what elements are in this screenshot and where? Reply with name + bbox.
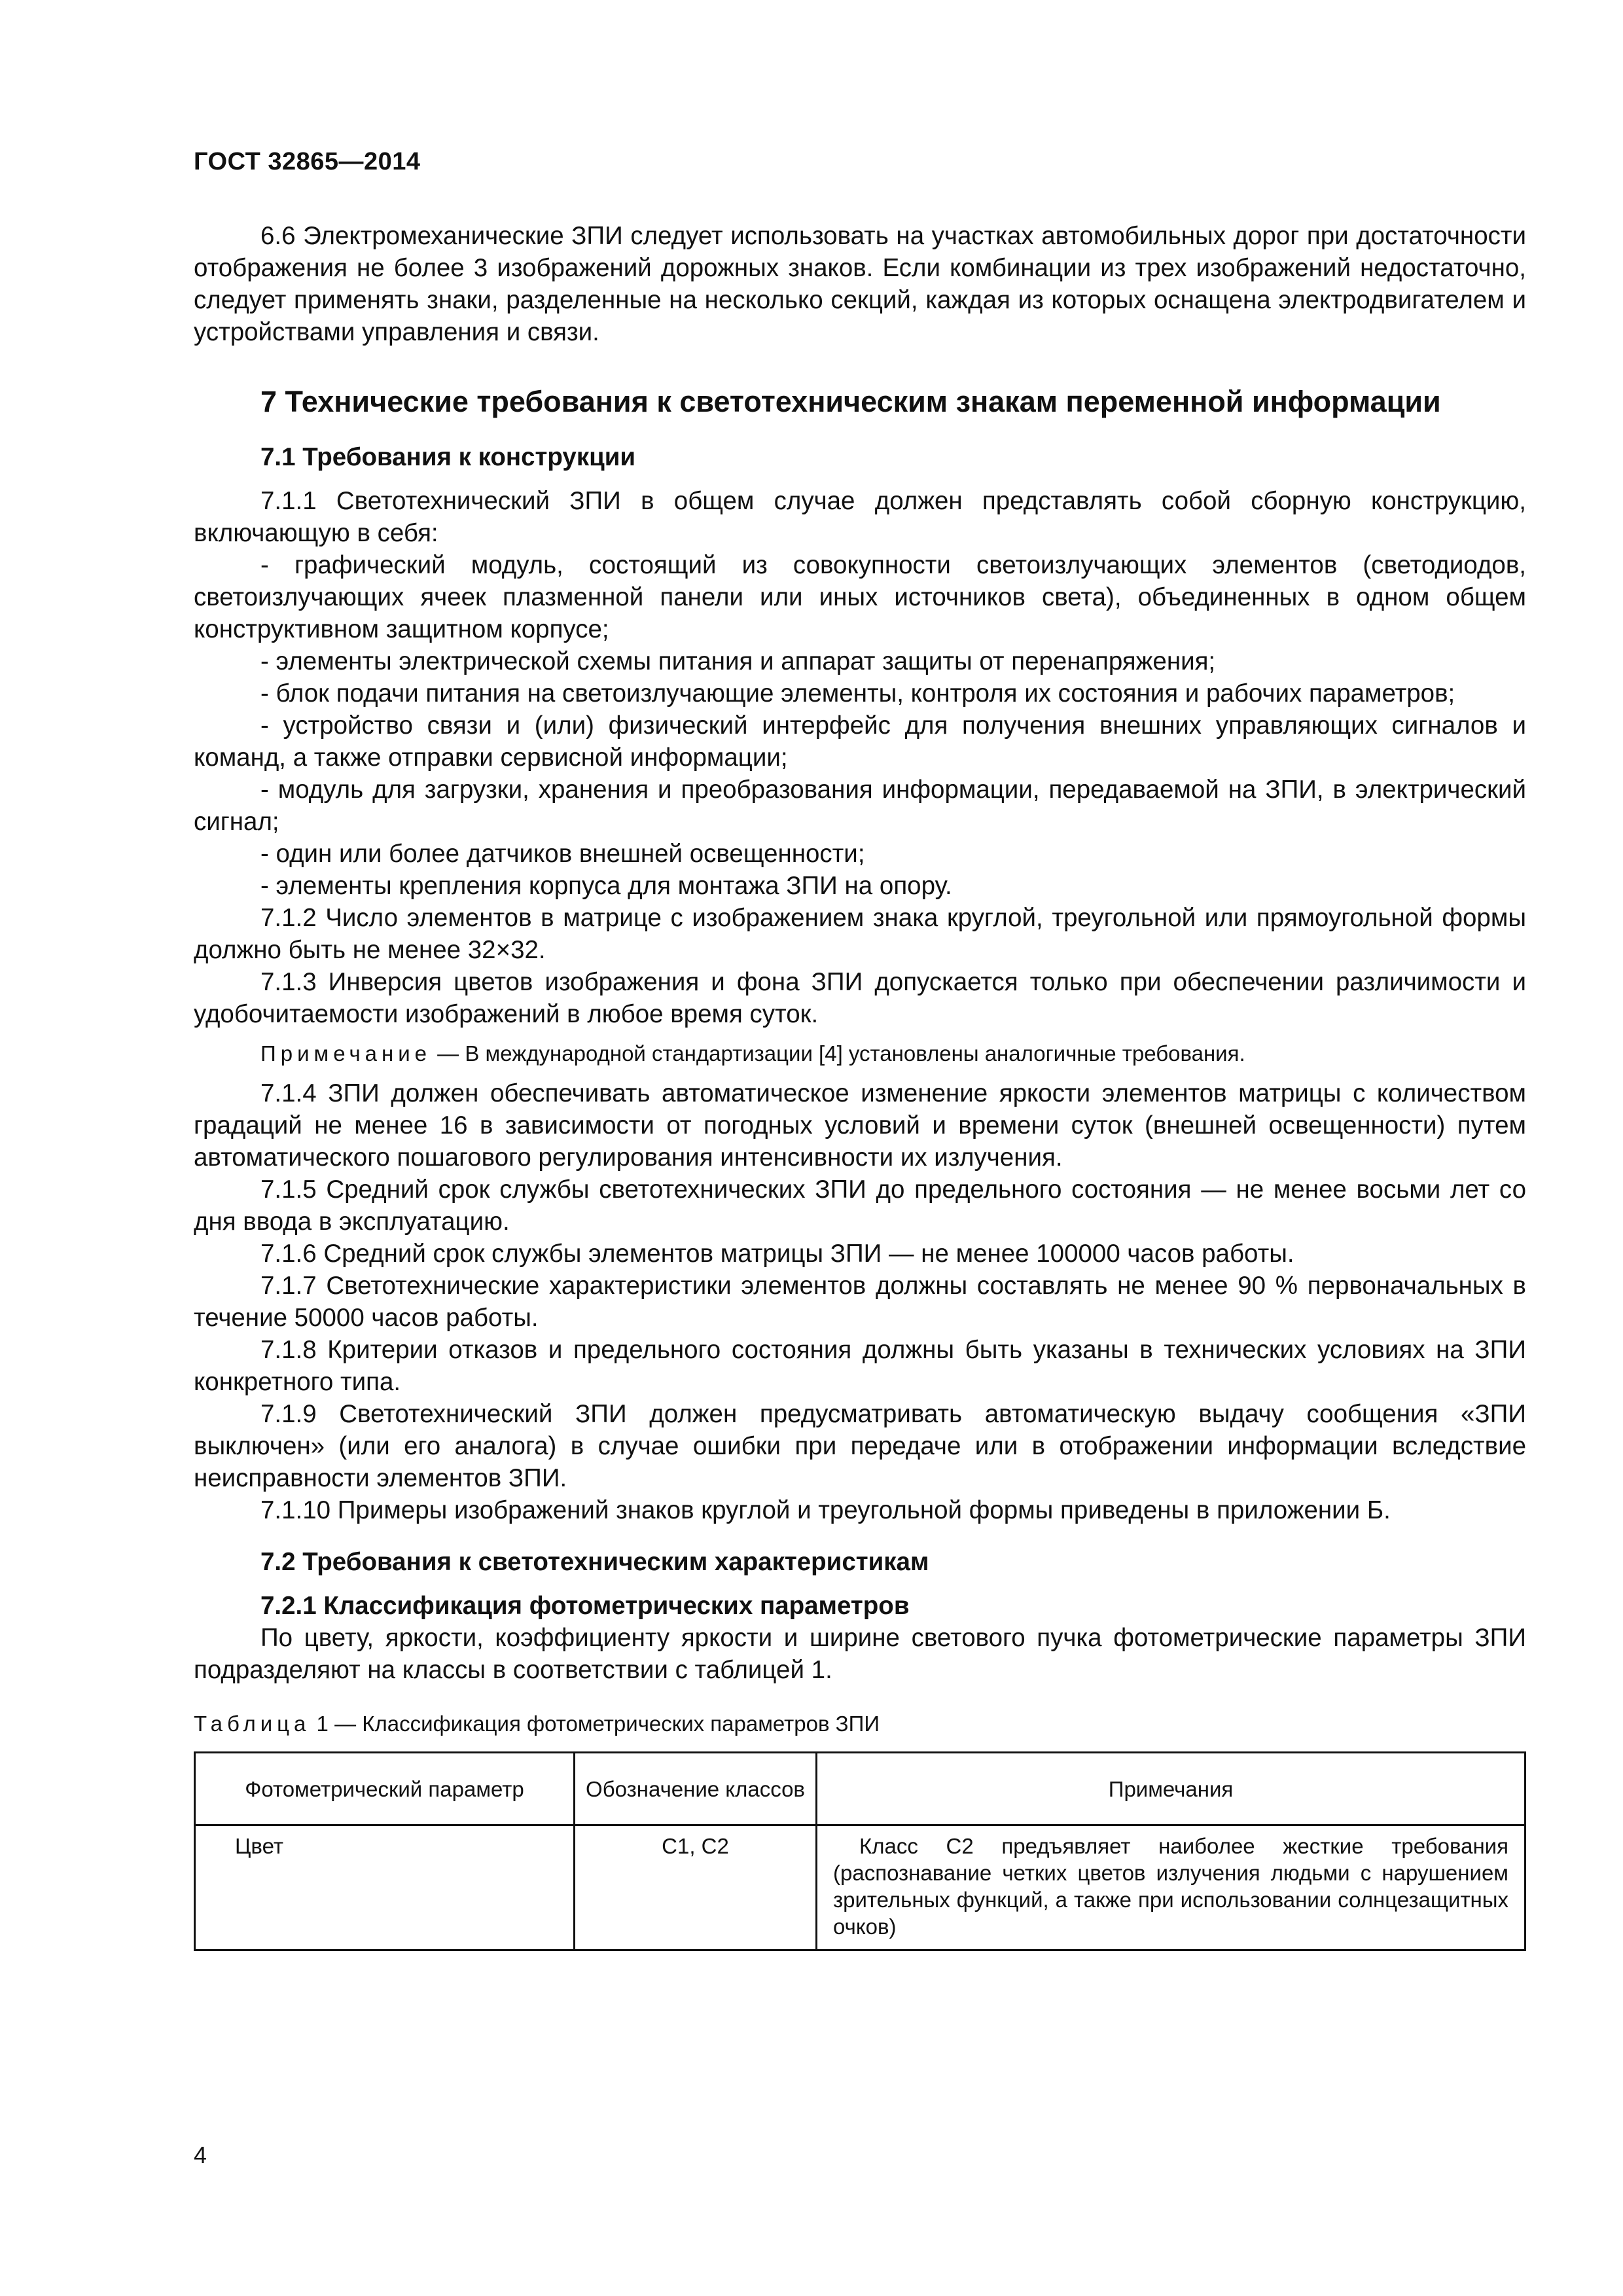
clause-7-1-7: 7.1.7 Светотехнические характеристики элементов должны составлять не менее 90 % первоначальных в течение 50000 часов работы. xyxy=(194,1272,1526,1332)
subsection-7-2-heading: 7.2 Требования к светотехническим характеристикам xyxy=(260,1548,929,1576)
clause-7-1-6: 7.1.6 Средний срок службы элементов матрицы ЗПИ — не менее 100000 часов работы. xyxy=(260,1240,1294,1268)
clause-7-1-1: 7.1.1 Светотехнический ЗПИ в общем случае должен представлять собой сборную конструкцию, включающую в себя: xyxy=(194,487,1526,547)
table-1-caption xyxy=(194,1710,1526,1738)
list-item-light-sensors: - один или более датчиков внешней освещенности; xyxy=(260,840,865,868)
document-code-header: ГОСТ 32865—2014 xyxy=(194,148,421,175)
note xyxy=(194,1039,1526,1068)
table-caption-text: 1 — Классификация фотометрических параметров ЗПИ xyxy=(310,1712,880,1736)
table-cell-classes: C1, C2 xyxy=(575,1825,817,1950)
clause-7-1-10: 7.1.10 Примеры изображений знаков круглой и треугольной формы приведены в приложении Б. xyxy=(260,1496,1391,1524)
table-caption-label: Таблица xyxy=(194,1712,311,1736)
note-label: Примечание xyxy=(260,1041,432,1066)
list-item-power-circuit: - элементы электрической схемы питания и аппарат защиты от перенапряжения; xyxy=(260,647,1216,675)
page-number: 4 xyxy=(194,2142,207,2168)
list-item-graphic-module: - графический модуль, состоящий из совокупности светоизлучающих элементов (светодиодов, светоизлучающих ячеек плазменной панели или иных источников света), объединенных в одном общем конструктивном защитном корпусе; xyxy=(194,551,1526,643)
list-item-mounting: - элементы крепления корпуса для монтажа ЗПИ на опору. xyxy=(260,872,952,900)
clause-7-1-2: 7.1.2 Число элементов в матрице с изображением знака круглой, треугольной или прямоугольной формы должно быть не менее 32×32. xyxy=(194,904,1526,964)
clause-7-2-1-text: По цвету, яркости, коэффициенту яркости и ширине светового пучка фотометрические параметры ЗПИ подразделяют на классы в соответствии с таблицей 1. xyxy=(194,1624,1526,1684)
table-1 xyxy=(194,1751,1526,1951)
table-header-classes: Обозначение классов xyxy=(575,1753,817,1825)
clause-7-1-8: 7.1.8 Критерии отказов и предельного состояния должны быть указаны в технических условиях на ЗПИ конкретного типа. xyxy=(194,1336,1526,1396)
paragraph-6-6: 6.6 Электромеханические ЗПИ следует использовать на участках автомобильных дорог при достаточности отображения не более 3 изображений дорожных знаков. Если комбинации из трех изображений недостаточно, следует применять знаки, разделенные на несколько секций, каждая из которых оснащена электродвигателем и устройствами управления и связи. xyxy=(194,222,1526,346)
clause-7-1-3: 7.1.3 Инверсия цветов изображения и фона ЗПИ допускается только при обеспечении различимости и удобочитаемости изображений в любое время суток. xyxy=(194,968,1526,1028)
list-item-communication: - устройство связи и (или) физический интерфейс для получения внешних управляющих сигналов и команд, а также отправки сервисной информации; xyxy=(194,711,1526,772)
clause-7-1-4: 7.1.4 ЗПИ должен обеспечивать автоматическое изменение яркости элементов матрицы с количеством градаций не менее 16 в зависимости от погодных условий и времени суток (внешней освещенности) путем автоматического пошагового регулирования интенсивности их излучения. xyxy=(194,1079,1526,1172)
table-cell-parameter: Цвет xyxy=(195,1825,575,1950)
table-row xyxy=(195,1825,1525,1950)
table-header-notes: Примечания xyxy=(817,1753,1525,1825)
note-text: — В международной стандартизации [4] установлены аналогичные требования. xyxy=(431,1041,1245,1066)
table-header-parameter: Фотометрический параметр xyxy=(195,1753,575,1825)
list-item-power-unit: - блок подачи питания на светоизлучающие элементы, контроля их состояния и рабочих параметров; xyxy=(260,679,1455,708)
section-7-heading: 7 Технические требования к светотехническим знакам переменной информации xyxy=(260,385,1441,418)
list-item-data-module: - модуль для загрузки, хранения и преобразования информации, передаваемой на ЗПИ, в электрический сигнал; xyxy=(194,776,1526,836)
clause-7-1-5: 7.1.5 Средний срок службы светотехнических ЗПИ до предельного состояния — не менее восьми лет со дня ввода в эксплуатацию. xyxy=(194,1175,1526,1236)
table-cell-note: Класс С2 предъявляет наиболее жесткие требования (распознавание четких цветов излучения людьми с нарушением зрительных функций, а также при использовании солнцезащитных очков) xyxy=(817,1825,1525,1950)
document-body xyxy=(194,220,1526,1951)
subsection-7-1-heading: 7.1 Требования к конструкции xyxy=(260,443,636,471)
table-header-row xyxy=(195,1753,1525,1825)
clause-7-1-9: 7.1.9 Светотехнический ЗПИ должен предусматривать автоматическую выдачу сообщения «ЗПИ выключен» (или его аналога) в случае ошибки при передаче или в отображении информации вследствие неисправности элементов ЗПИ. xyxy=(194,1400,1526,1492)
subsection-7-2-1-heading: 7.2.1 Классификация фотометрических параметров xyxy=(260,1592,910,1620)
